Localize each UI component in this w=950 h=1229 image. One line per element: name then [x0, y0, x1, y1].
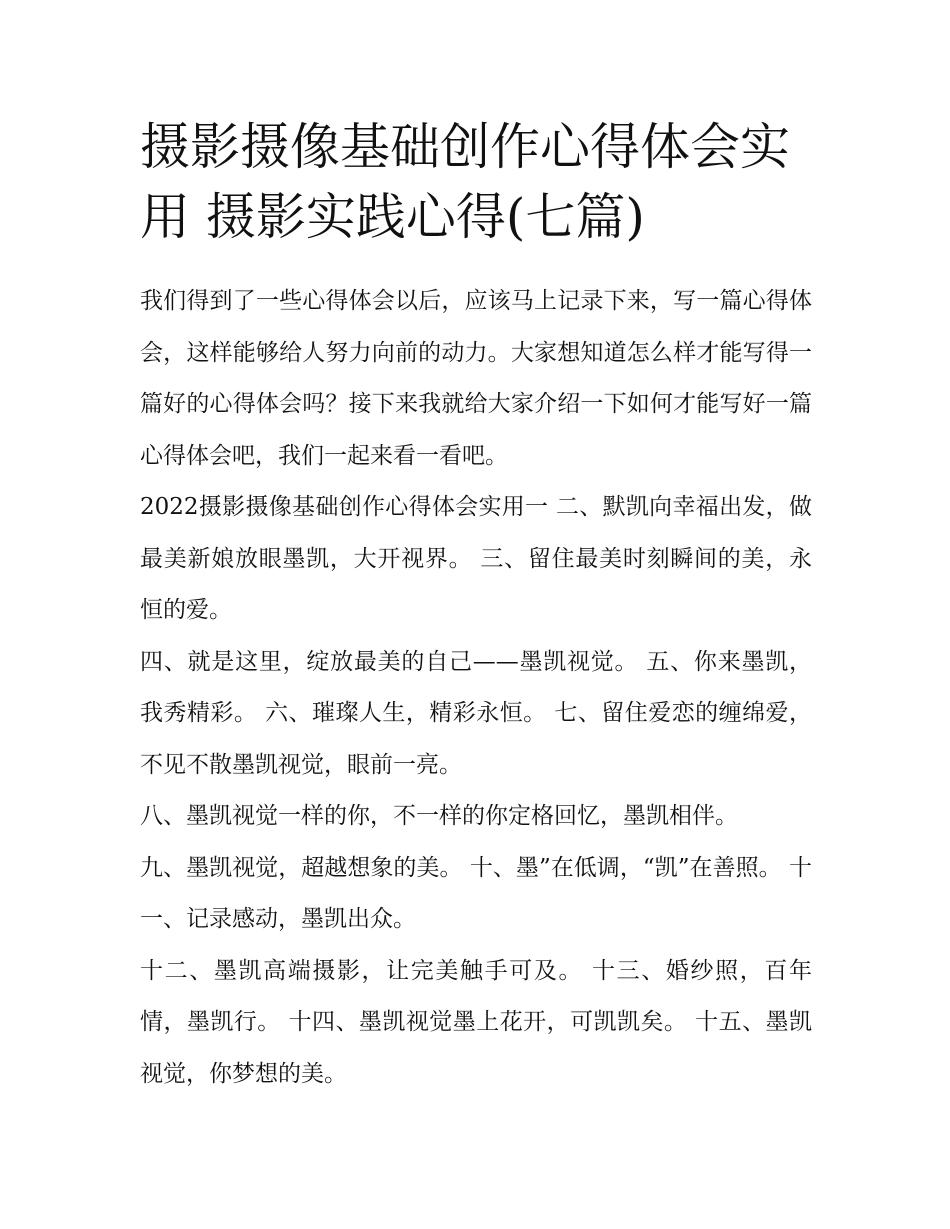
document-body: [140, 276, 812, 1100]
body-paragraph: 九、墨凯视觉，超越想象的美。 十、墨”在低调，“凯”在善照。 十一、记录感动，墨凯出众。: [140, 854, 812, 932]
body-paragraph: 2022摄影摄像基础创作心得体会实用一 二、默凯向幸福出发，做最美新娘放眼墨凯，大开视界。 三、留住最美时刻瞬间的美，永恒的爱。: [140, 494, 812, 623]
body-paragraph: 八、墨凯视觉一样的你，不一样的你定格回忆，墨凯相伴。: [140, 803, 738, 829]
body-paragraph: 十二、墨凯高端摄影，让完美触手可及。 十三、婚纱照，百年情，墨凯行。 十四、墨凯视觉墨上花开，可凯凯矣。 十五、墨凯视觉，你梦想的美。: [140, 957, 812, 1087]
body-paragraph: 四、就是这里，绽放最美的自己——墨凯视觉。 五、你来墨凯，我秀精彩。 六、璀璨人生，精彩永恒。 七、留住爱恋的缠绵爱，不见不散墨凯视觉，眼前一亮。: [140, 648, 812, 778]
document-title: 摄影摄像基础创作心得体会实用 摄影实践心得(七篇): [140, 118, 790, 246]
intro-paragraph: 我们得到了一些心得体会以后，应该马上记录下来，写一篇心得体会，这样能够给人努力向前的动力。大家想知道怎么样才能写得一篇好的心得体会吗？接下来我就给大家介绍一下如何才能写好一篇心得体会吧，我们一起来看一看吧。: [140, 288, 812, 469]
